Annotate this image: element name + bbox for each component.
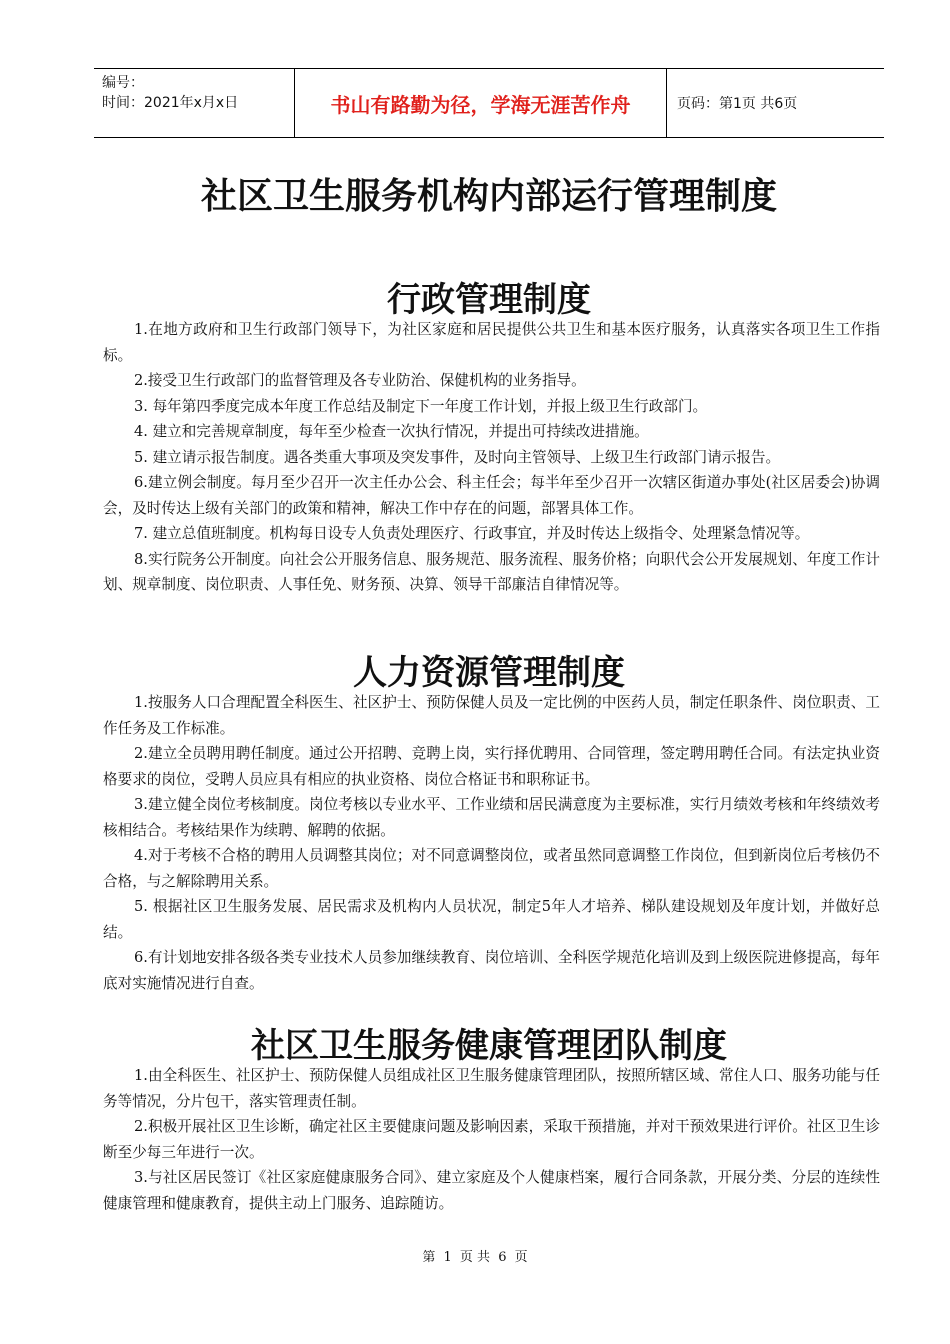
paragraph: 3.建立健全岗位考核制度。岗位考核以专业水平、工作业绩和居民满意度为主要标准，实行月绩效考核和年终绩效考核相结合。考核结果作为续聘、解聘的依据。 (103, 796, 880, 839)
paragraph: 3.与社区居民签订《社区家庭健康服务合同》、建立家庭及个人健康档案，履行合同条款，开展分类、分层的连续性健康管理和健康教育，提供主动上门服务、追踪随访。 (103, 1169, 880, 1212)
document-title: 社区卫生服务机构内部运行管理制度 (200, 176, 777, 217)
paragraph: 2.接受卫生行政部门的监督管理及各专业防治、保健机构的业务指导。 (134, 372, 586, 389)
paragraph: 2.建立全员聘用聘任制度。通过公开招聘、竞聘上岗，实行择优聘用、合同管理，签定聘用聘任合同。有法定执业资格要求的岗位，受聘人员应具有相应的执业资格、岗位合格证书和职称证书。 (103, 745, 880, 788)
footer-middle: 页 共 (459, 1250, 491, 1265)
footer-total-pages: 6 (498, 1250, 507, 1265)
section-body-administration (103, 317, 880, 598)
document-time-label: 时间：2021年x月x日 (102, 95, 239, 111)
section-title-administration: 行政管理制度 (387, 280, 591, 320)
section-title-health-team: 社区卫生服务健康管理团队制度 (251, 1026, 727, 1066)
footer-prefix: 第 (422, 1250, 436, 1265)
footer-suffix: 页 (514, 1250, 528, 1265)
paragraph: 1.在地方政府和卫生行政部门领导下，为社区家庭和居民提供公共卫生和基本医疗服务，认真落实各项卫生工作指标。 (103, 321, 880, 364)
header-motto: 书山有路勤为径，学海无涯苦作舟 (295, 69, 667, 137)
section-title-human-resources: 人力资源管理制度 (353, 653, 625, 693)
paragraph: 5. 建立请示报告制度。遇各类重大事项及突发事件，及时向主管领导、上级卫生行政部门请示报告。 (134, 448, 781, 466)
page-footer (0, 1246, 950, 1265)
paragraph: 5. 根据社区卫生服务发展、居民需求及机构内人员状况，制定5年人才培养、梯队建设规划及年度计划，并做好总结。 (103, 898, 880, 941)
document-number-label: 编号： (102, 75, 144, 91)
footer-current-page: 1 (443, 1250, 452, 1265)
paragraph: 4.对于考核不合格的聘用人员调整其岗位；对不同意调整岗位，或者虽然同意调整工作岗位，但到新岗位后考核仍不合格，与之解除聘用关系。 (103, 847, 880, 890)
paragraph: 8.实行院务公开制度。向社会公开服务信息、服务规范、服务流程、服务价格；向职代会公开发展规划、年度工作计划、规章制度、岗位职责、人事任免、财务预、决算、领导干部廉洁自律情况等。 (103, 550, 880, 593)
header-page-info: 页码：第1页 共6页 (677, 96, 798, 112)
paragraph: 6.建立例会制度。每月至少召开一次主任办公会、科主任会；每半年至少召开一次辖区街道办事处(社区居委会)协调会，及时传达上级有关部门的政策和精神，解决工作中存在的问题，部署具体工作。 (103, 474, 880, 517)
section-body-human-resources (103, 690, 880, 996)
paragraph: 1.按服务人口合理配置全科医生、社区护士、预防保健人员及一定比例的中医药人员，制定任职条件、岗位职责、工作任务及工作标准。 (103, 694, 880, 737)
paragraph: 2.积极开展社区卫生诊断，确定社区主要健康问题及影响因素，采取干预措施，并对干预效果进行评价。社区卫生诊断至少每三年进行一次。 (103, 1118, 880, 1161)
document-header (94, 68, 884, 138)
paragraph: 3. 每年第四季度完成本年度工作总结及制定下一年度工作计划，并报上级卫生行政部门。 (134, 397, 708, 415)
paragraph: 6.有计划地安排各级各类专业技术人员参加继续教育、岗位培训、全科医学规范化培训及到上级医院进修提高，每年底对实施情况进行自查。 (103, 949, 880, 992)
paragraph: 4. 建立和完善规章制度，每年至少检查一次执行情况，并提出可持续改进措施。 (134, 423, 649, 440)
section-body-health-team (103, 1063, 880, 1216)
paragraph: 7. 建立总值班制度。机构每日设专人负责处理医疗、行政事宜，并及时传达上级指令、处理紧急情况等。 (134, 525, 810, 542)
paragraph: 1.由全科医生、社区护士、预防保健人员组成社区卫生服务健康管理团队，按照所辖区域、常住人口、服务功能与任务等情况，分片包干，落实管理责任制。 (103, 1067, 880, 1110)
header-meta-cell (94, 69, 295, 137)
